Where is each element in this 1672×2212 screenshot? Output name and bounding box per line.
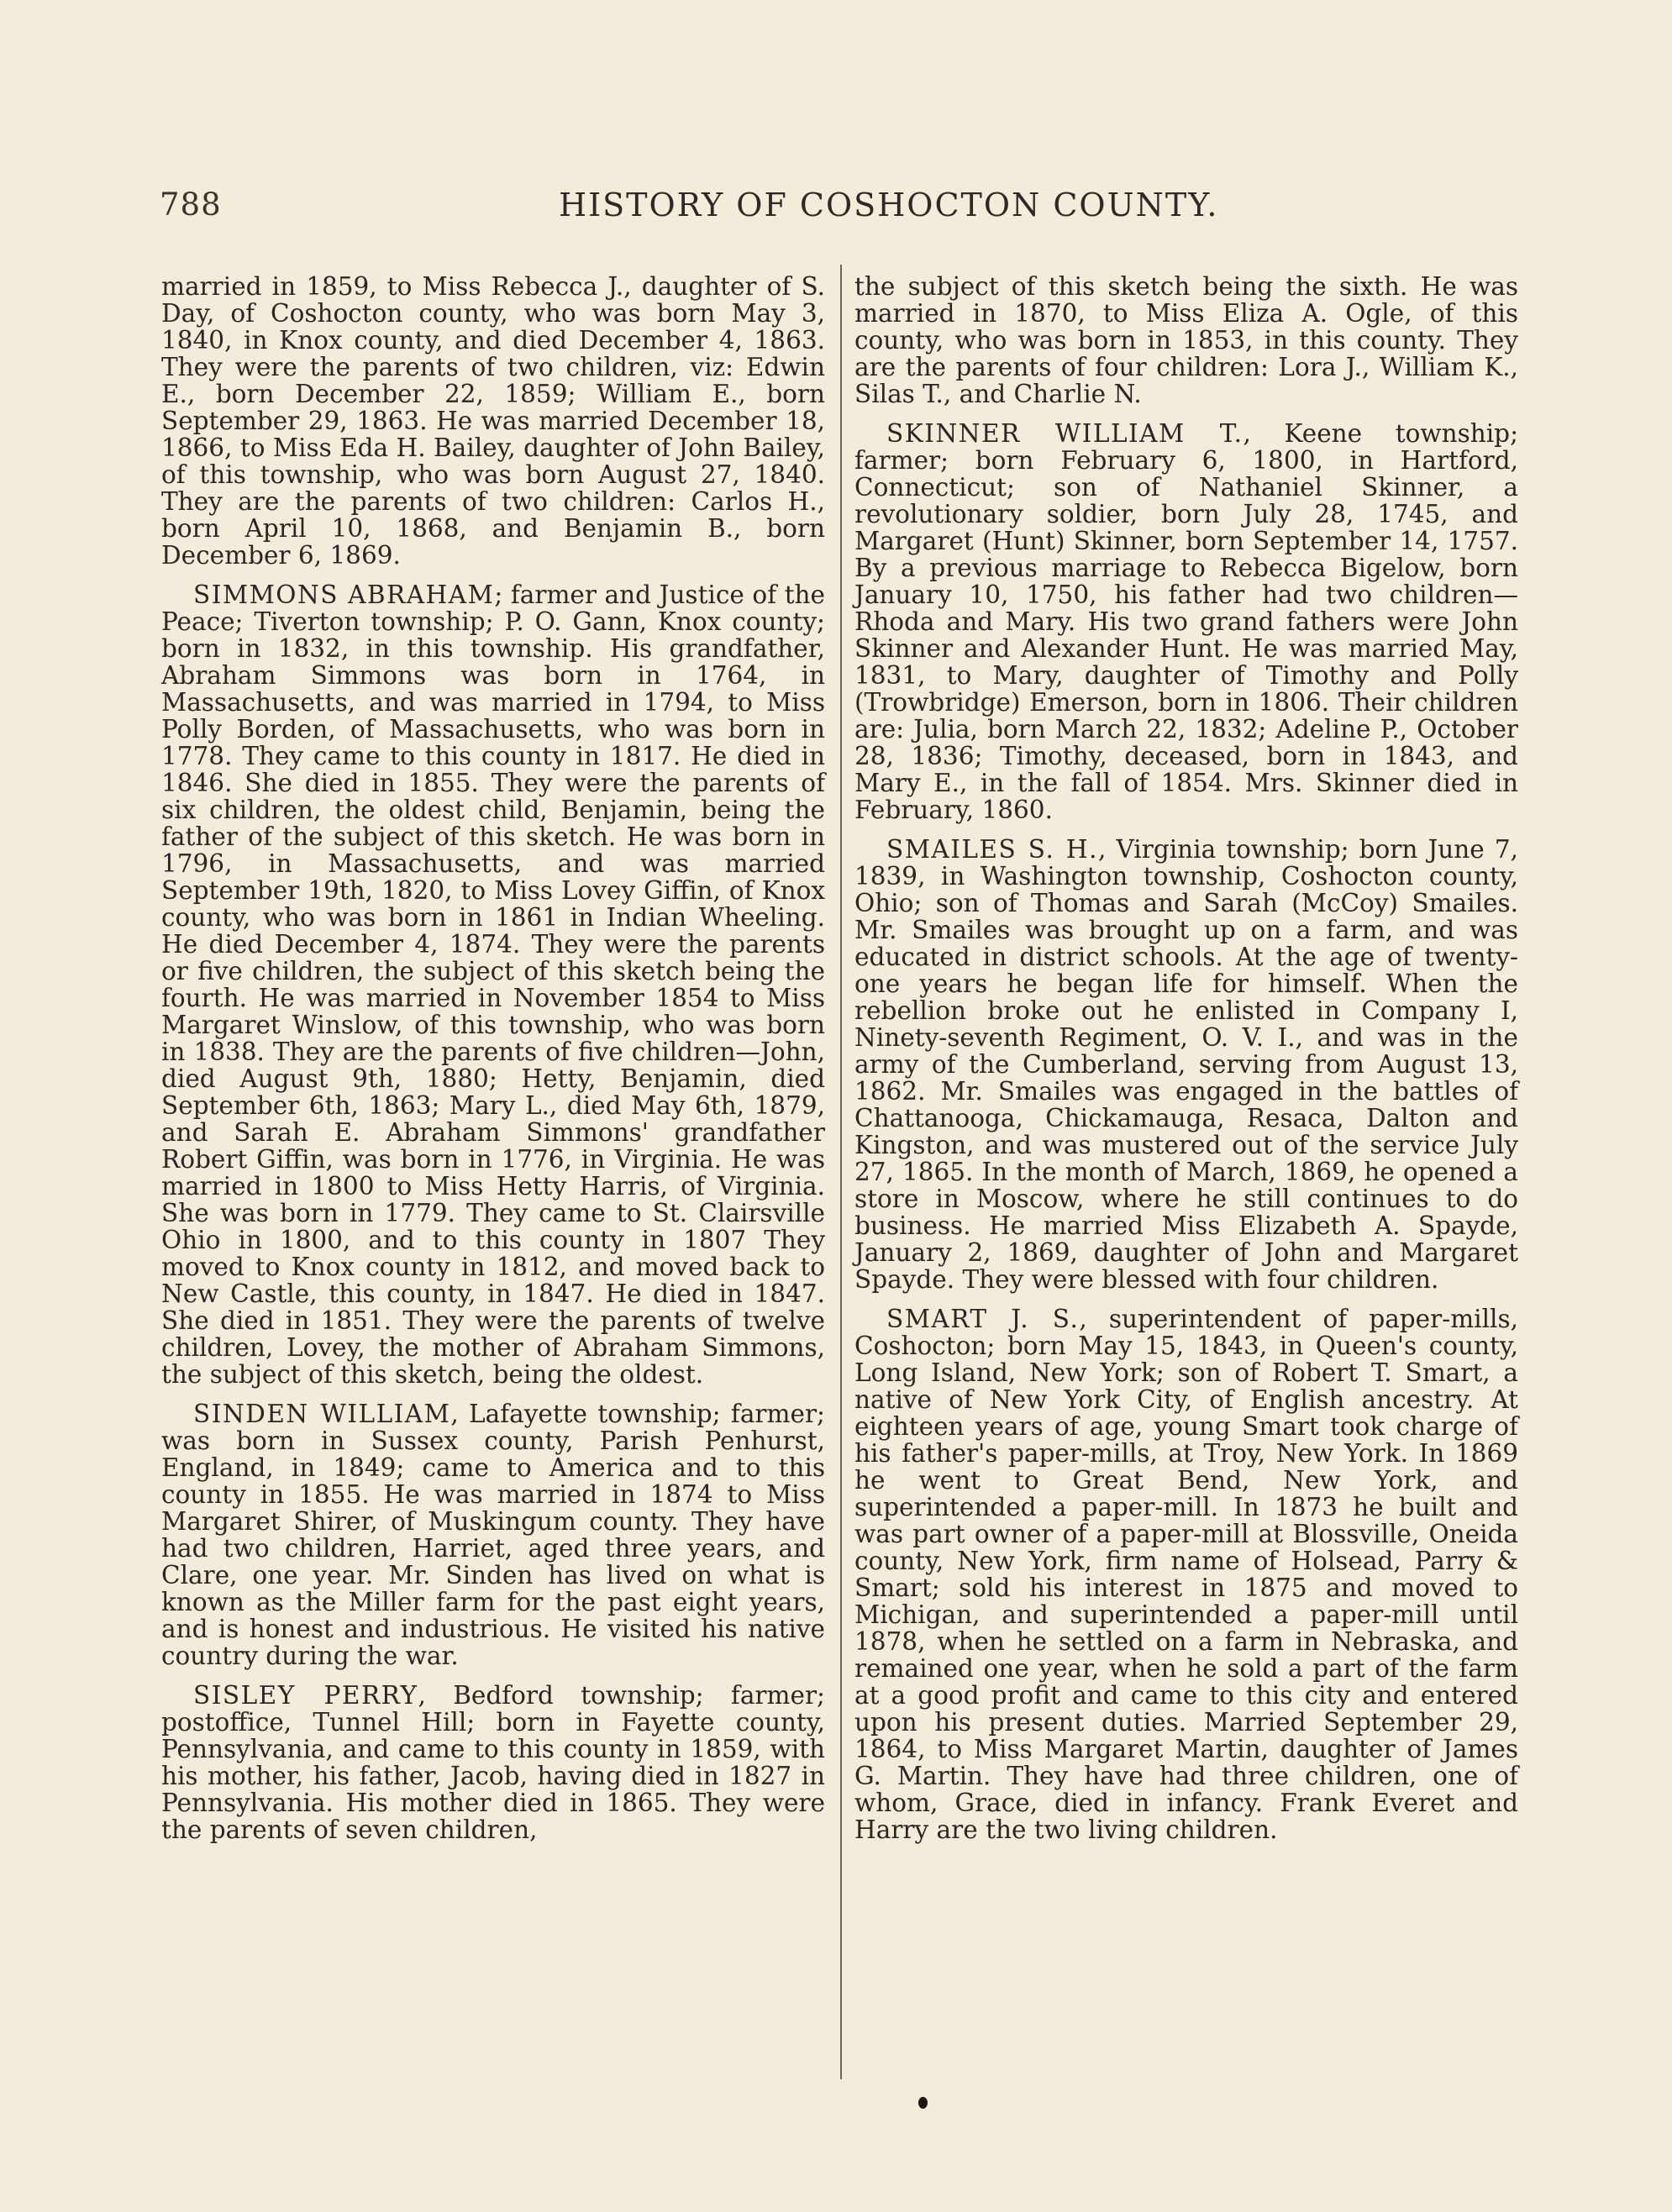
- entry-name: SINDEN WILLIAM: [193, 1400, 451, 1428]
- right-column: [854, 273, 1518, 1856]
- paragraph-continuation: married in 1859, to Miss Rebecca J., daughter of S. Day, of Coshocton county, who was born May 3, 1840, in Knox county, and died December 4, 1863. They were the parents of two children, viz: Edwin E., born December 22, 1859; William E., born September 29, 1863. He was married December 18, 1866, to Miss Eda H. Bailey, daughter of John Bailey, of this township, who was born August 27, 1840. They are the parents of two children: Carlos H., born April 10, 1868, and Benjamin B., born December 6, 1869.: [161, 272, 825, 570]
- page-header: [160, 187, 1521, 237]
- entry-text: , Lafayette township; farmer; was born in Sussex county, Parish Penhurst, England, in 1849; came to America and to this county in 1855. He was married in 1874 to Miss Margaret Shirer, of Muskingum county. They have had two children, Harriet, aged three years, and Clare, one year. Mr. Sinden has lived on what is known as the Miller farm for the past eight years, and is honest and industrious. He visited his native country during the war.: [161, 1400, 826, 1670]
- ink-dot: [918, 2097, 928, 2109]
- entry-name: SIMMONS ABRAHAM: [193, 581, 495, 609]
- entry-name: SISLEY PERRY: [193, 1681, 418, 1710]
- running-title: HISTORY OF COSHOCTON COUNTY.: [559, 187, 1219, 223]
- entry-smart-js: [854, 1306, 1518, 1843]
- page-number: 788: [160, 187, 222, 223]
- column-divider: [840, 265, 842, 2079]
- entry-text: ; farmer and Justice of the Peace; Tiverton township; P. O. Gann, Knox county; born in 1832, in this township. His grandfather, Abraham Simmons was born in 1764, in Massachusetts, and was married in 1794, to Miss Polly Borden, of Massachusetts, who was born in 1778. They came to this county in 1817. He died in 1846. She died in 1855. They were the parents of six children, the oldest child, Benjamin, being the father of the subject of this sketch. He was born in 1796, in Massachusetts, and was married September 19th, 1820, to Miss Lovey Giffin, of Knox county, who was born in 1861 in Indian Wheeling. He died December 4, 1874. They were the parents or five children, the subject of this sketch being the fourth. He was married in November 1854 to Miss Margaret Winslow, of this township, who was born in 1838. They are the parents of five children—John, died August 9th, 1880; Hetty, Benjamin, died September 6th, 1863; Mary L., died May 6th, 1879, and Sarah E. Abraham Simmons' grandfather Robert Giffin, was born in 1776, in Virginia. He was married in 1800 to Miss Hetty Harris, of Virginia. She was born in 1779. They came to St. Clairsville Ohio in 1800, and to this county in 1807 They moved to Knox county in 1812, and moved back to New Castle, this county, in 1847. He died in 1847. She died in 1851. They were the parents of twelve children, Lovey, the mother of Abraham Simmons, the subject of this sketch, being the oldest.: [161, 581, 826, 1389]
- entry-smailes-sh: [854, 836, 1518, 1293]
- entry-name: SKINNER WILLIAM T.: [886, 419, 1243, 448]
- paragraph-continuation: the subject of this sketch being the sixth. He was married in 1870, to Miss Eliza A. Ogle, of this county, who was born in 1853, in this county. They are the parents of four children: Lora J., William K., Silas T., and Charlie N.: [854, 272, 1518, 408]
- entry-text: , Virginia township; born June 7, 1839, in Washington township, Coshocton county, Ohio; son of Thomas and Sarah (McCoy) Smailes. Mr. Smailes was brought up on a farm, and was educated in district schools. At the age of twenty-one years he began life for himself. When the rebellion broke out he enlisted in Company I, Ninety-seventh Regiment, O. V. I., and was in the army of the Cumberland, serving from August 13, 1862. Mr. Smailes was engaged in the battles of Chattanooga, Chickamauga, Resaca, Dalton and Kingston, and was mustered out of the service July 27, 1865. In the month of March, 1869, he opened a store in Moscow, where he still continues to do business. He married Miss Elizabeth A. Spayde, January 2, 1869, daughter of John and Margaret Spayde. They were blessed with four children.: [854, 835, 1518, 1294]
- entry-text: , superintendent of paper-mills, Coshocton; born May 15, 1843, in Queen's county, Long Island, New York; son of Robert T. Smart, a native of New York City, of English ancestry. At eighteen years of age, young Smart took charge of his father's paper-mills, at Troy, New York. In 1869 he went to Great Bend, New York, and superintended a paper-mill. In 1873 he built and was part owner of a paper-mill at Blossville, Oneida county, New York, firm name of Holsead, Parry & Smart; sold his interest in 1875 and moved to Michigan, and superintended a paper-mill until 1878, when he settled on a farm in Nebraska, and remained one year, when he sold a part of the farm at a good profit and came to this city and entered upon his present duties. Married September 29, 1864, to Miss Margaret Martin, daughter of James G. Martin. They have had three children, one of whom, Grace, died in infancy. Frank Everet and Harry are the two living children.: [854, 1305, 1519, 1844]
- entry-name: SMAILES S. H.: [886, 835, 1099, 864]
- entry-text: , Bedford township; farmer; postoffice, Tunnel Hill; born in Fayette county, Pennsylvania, and came to this county in 1859, with his mother, his father, Jacob, having died in 1827 in Pennsylvania. His mother died in 1865. They were the parents of seven children,: [161, 1681, 825, 1844]
- entry-sisley-perry: [161, 1682, 825, 1843]
- left-column: [161, 273, 825, 1856]
- entry-text: , Keene township; farmer; born February 6, 1800, in Hartford, Connecticut; son of Nathaniel Skinner, a revolutionary soldier, born July 28, 1745, and Margaret (Hunt) Skinner, born September 14, 1757. By a previous marriage to Rebecca Bigelow, born January 10, 1750, his father had two children—Rhoda and Mary. His two grand fathers were John Skinner and Alexander Hunt. He was married May, 1831, to Mary, daughter of Timothy and Polly (Trowbridge) Emerson, born in 1806. Their children are: Julia, born March 22, 1832; Adeline P., October 28, 1836; Timothy, deceased, born in 1843, and Mary E., in the fall of 1854. Mrs. Skinner died in February, 1860.: [854, 419, 1519, 824]
- entry-skinner-william: [854, 420, 1518, 823]
- entry-simmons-abraham: [161, 581, 825, 1388]
- entry-sinden-william: [161, 1400, 825, 1669]
- entry-name: SMART J. S.: [886, 1305, 1080, 1333]
